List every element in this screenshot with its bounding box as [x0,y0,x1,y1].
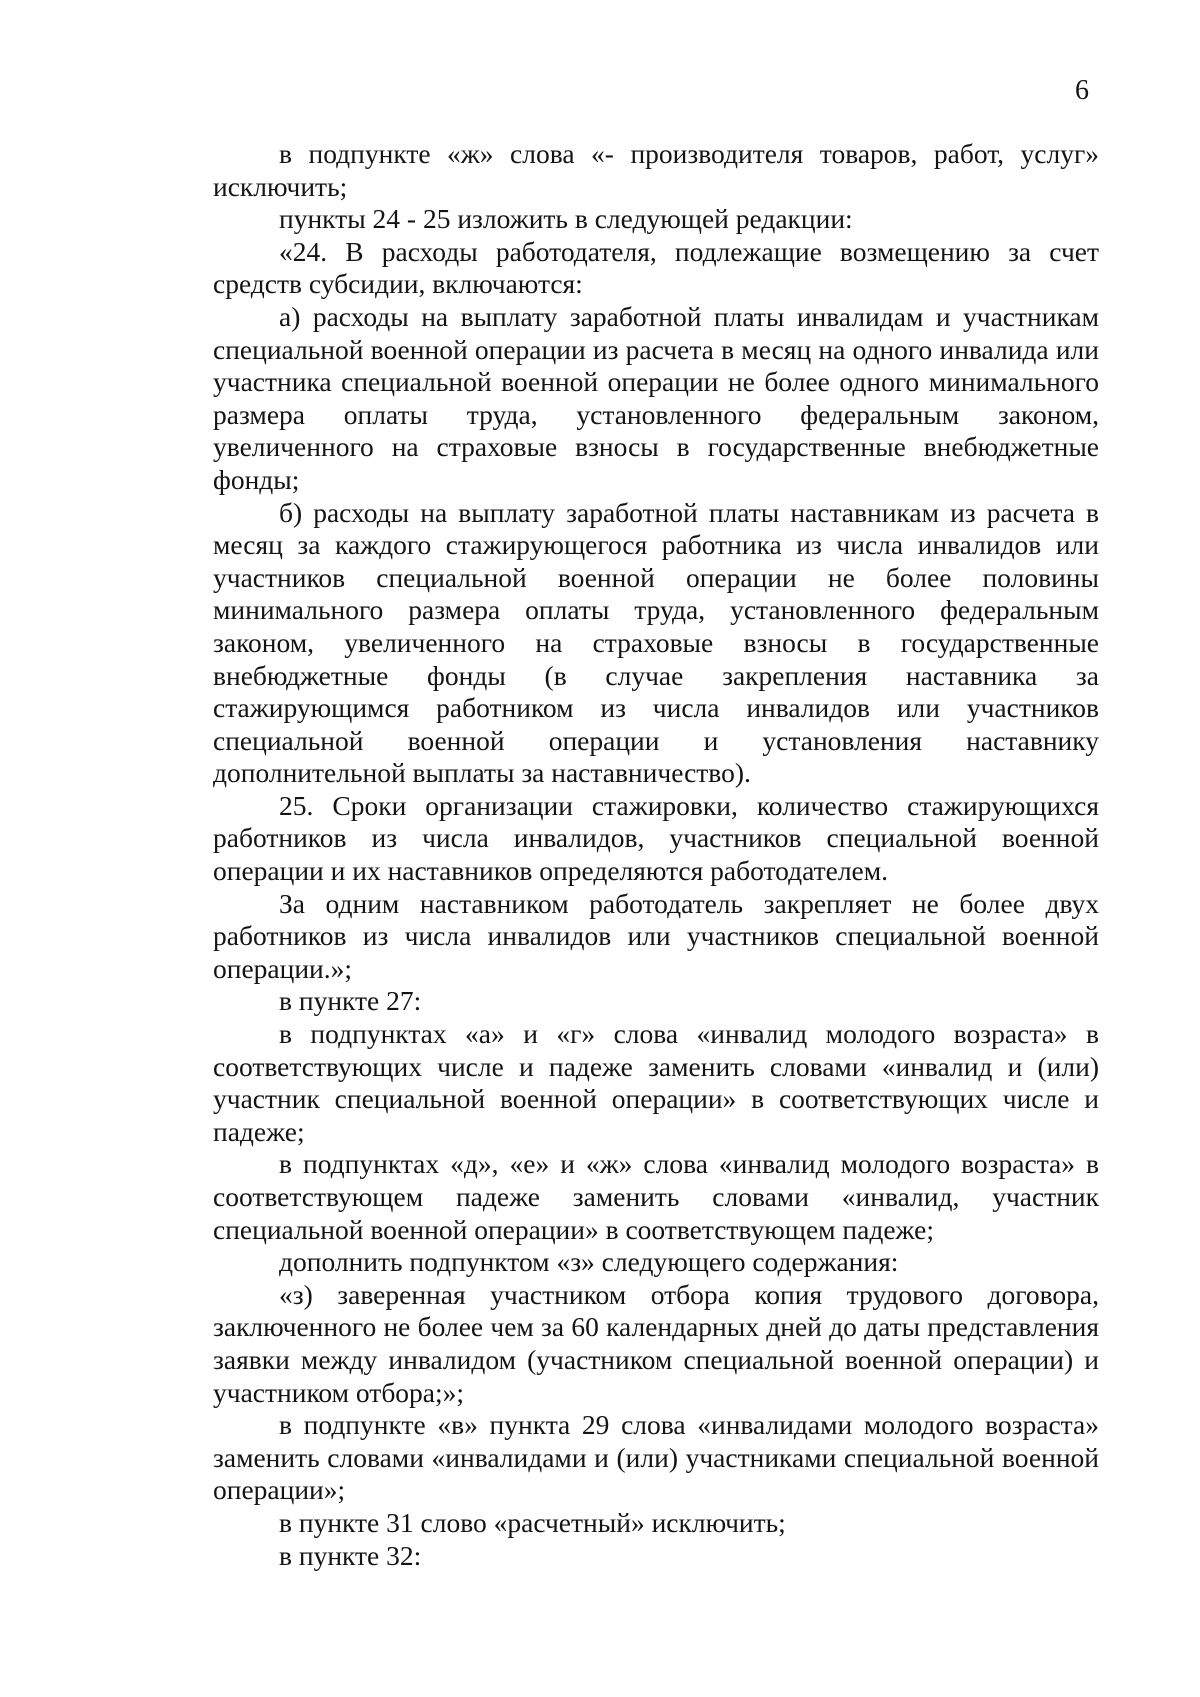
paragraph: пункты 24 - 25 изложить в следующей редакции: [279,203,853,235]
paragraph: «з) заверенная участником отбора копия трудового договора, заключенного не более чем за 60 календарных дней до даты представления заявки между инвалидом (участником специальной военной операции) и участником отбора;»; [213,1278,1099,1408]
paragraph: в пункте 31 слово «расчетный» исключить; [279,1506,786,1538]
paragraph: в подпункте «в» пункта 29 слова «инвалидами молодого возраста» заменить словами «инвалидами и (или) участниками специальной военной операции»; [213,1409,1099,1506]
paragraph: дополнить подпунктом «з» следующего содержания: [279,1246,899,1278]
paragraph: а) расходы на выплату заработной платы инвалидам и участникам специальной военной операции из расчета в месяц на одного инвалида или участника специальной военной операции не более одного минимального размера оплаты труда, установленного федеральным законом, увеличенного на страховые взносы в государственные внебюджетные фонды; [213,300,1099,495]
paragraph: б) расходы на выплату заработной платы наставникам из расчета в месяц за каждого стажирующегося работника из числа инвалидов или участников специальной военной операции не более половины минимального размера оплаты труда, установленного федеральным законом, увеличенного на страховые взносы в государственные внебюджетные фонды (в случае закрепления наставника за стажирующимся работником из числа инвалидов или участников специальной военной операции и установления наставнику дополнительной выплаты за наставничество). [213,496,1099,789]
paragraph: в подпунктах «а» и «г» слова «инвалид молодого возраста» в соответствующих числе и падеже заменить словами «инвалид и (или) участник специальной военной операции» в соответствующих числе и падеже; [213,1018,1099,1147]
page-number: 6 [1075,75,1089,106]
document-body [213,138,1099,1572]
paragraph: в подпункте «ж» слова «- производителя товаров, работ, услуг» исключить; [213,138,1099,202]
paragraph: За одним наставником работодатель закрепляет не более двух работников из числа инвалидов или участников специальной военной операции.»; [213,887,1099,984]
paragraph: «24. В расходы работодателя, подлежащие возмещению за счет средств субсидии, включаются: [213,235,1099,300]
paragraph: в пункте 27: [279,985,422,1017]
paragraph: 25. Сроки организации стажировки, количество стажирующихся работников из числа инвалидов, участников специальной военной операции и их наставников определяются работодателем. [213,789,1099,887]
paragraph: в подпунктах «д», «е» и «ж» слова «инвалид молодого возраста» в соответствующем падеже заменить словами «инвалид, участник специальной военной операции» в соответствующем падеже; [213,1148,1099,1245]
paragraph: в пункте 32: [279,1539,422,1571]
